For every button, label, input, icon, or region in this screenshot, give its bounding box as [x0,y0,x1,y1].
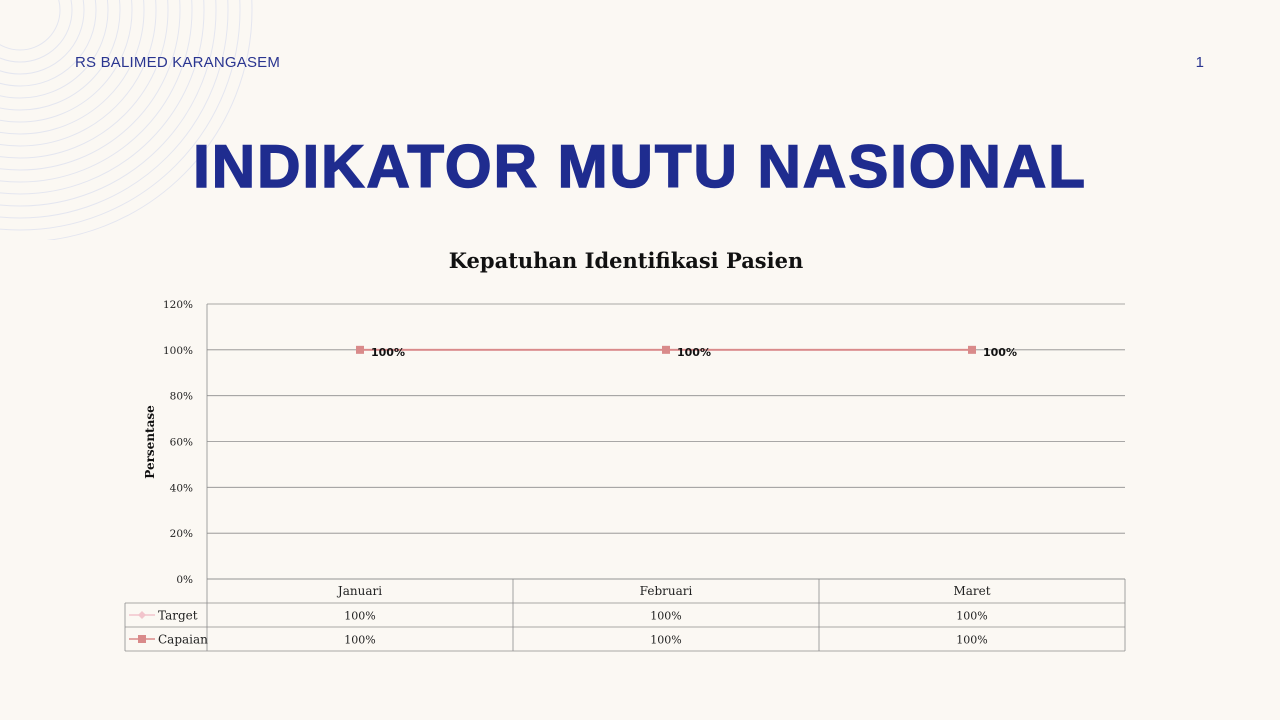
x-tick-label: Februari [639,584,693,598]
x-tick-label: Januari [337,584,383,598]
data-table [125,579,1125,651]
y-tick-label: 100% [162,344,193,357]
page-number: 1 [1195,54,1204,71]
series-lines [356,346,1017,359]
data-point [968,346,976,354]
table-cell: 100% [956,633,988,647]
legend-marker [138,635,146,643]
y-tick-label: 0% [176,574,193,586]
table-cell: 100% [650,633,682,647]
table-cell: 100% [344,633,376,647]
data-label: 100% [371,345,405,359]
y-tick-label: 40% [169,482,193,495]
y-axis-label: Persentase [143,405,157,479]
data-point [662,346,670,354]
x-tick-label: Maret [953,584,991,598]
organization-name: RS BALIMED KARANGASEM [75,54,281,71]
y-tick-label: 80% [169,390,193,403]
legend-marker [138,611,146,619]
data-label: 100% [677,345,711,359]
y-tick-label: 120% [162,299,193,311]
table-cell: 100% [344,609,376,623]
y-tick-label: 20% [169,528,193,541]
data-label: 100% [983,345,1017,359]
page-title: INDIKATOR MUTU NASIONAL [193,133,1087,200]
legend-label: Target [158,608,198,623]
y-axis-ticks [163,299,193,586]
legend-label: Capaian [158,632,208,647]
table-cell: 100% [956,609,988,623]
y-tick-label: 60% [169,436,193,449]
table-cell: 100% [650,609,682,623]
chart-title: Kepatuhan Identifikasi Pasien [448,248,804,273]
data-point [356,346,364,354]
